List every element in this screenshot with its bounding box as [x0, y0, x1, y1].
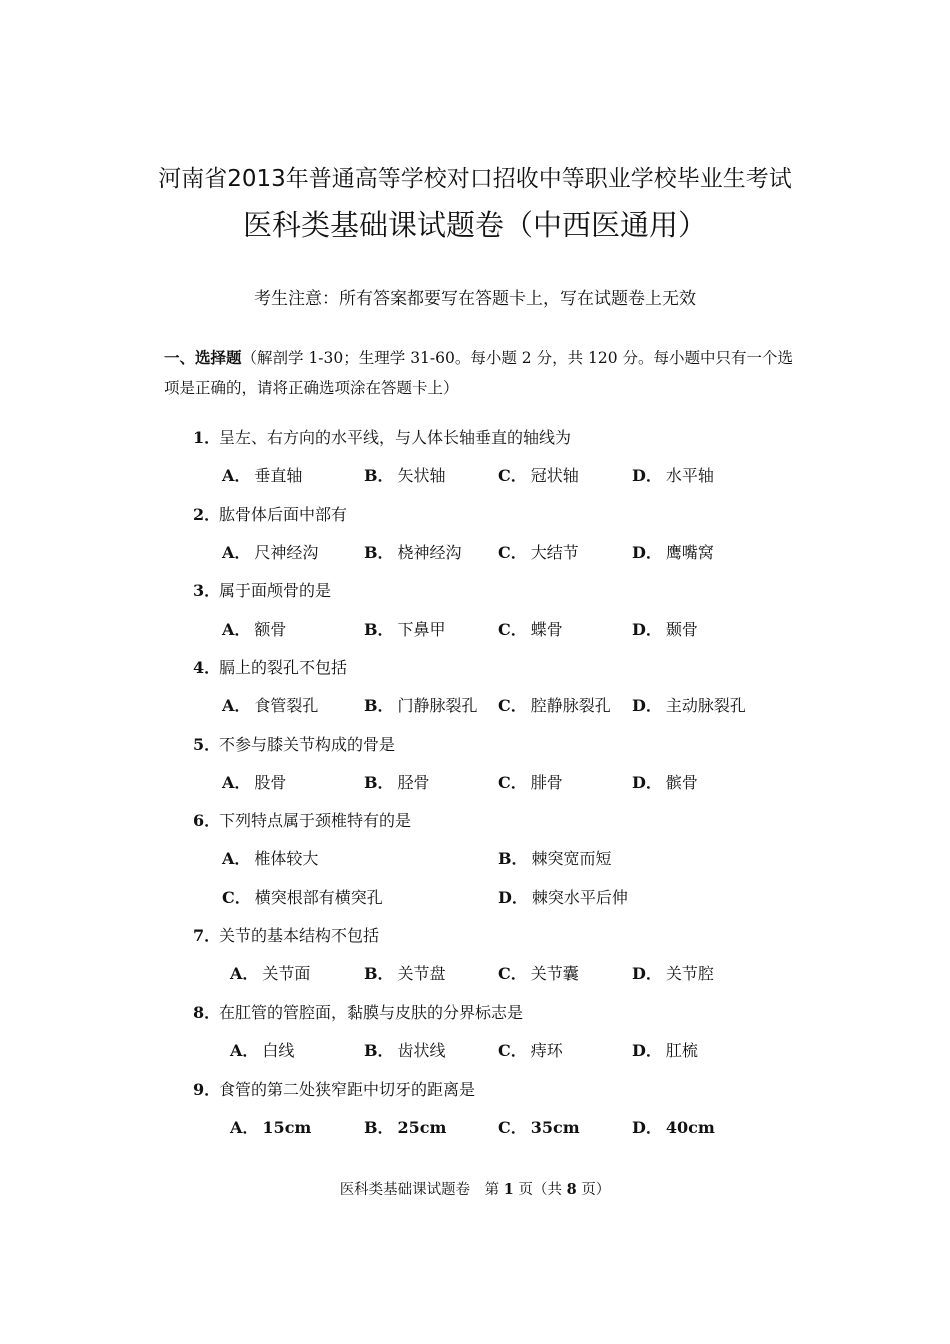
option-b: B． 门静脉裂孔 — [364, 696, 478, 715]
option-c: C． 腔静脉裂孔 — [498, 696, 611, 715]
option-d: D． 颞骨 — [632, 620, 698, 639]
option-a: A． 食管裂孔 — [222, 696, 319, 715]
option-d: D． 主动脉裂孔 — [632, 696, 746, 715]
question-stem: 8．在肛管的管腔面，黏膜与皮肤的分界标志是 — [193, 1003, 524, 1022]
option-b: B． 胫骨 — [364, 773, 430, 792]
exam-title: 河南省2013年普通高等学校对口招收中等职业学校毕业生考试 — [158, 166, 792, 192]
question-stem: 5．不参与膝关节构成的骨是 — [193, 735, 396, 754]
option-c: C． 蝶骨 — [498, 620, 563, 639]
option-d: D． 髌骨 — [632, 773, 698, 792]
option-a: A． 垂直轴 — [222, 466, 303, 485]
question-stem: 1．呈左、右方向的水平线，与人体长轴垂直的轴线为 — [193, 428, 572, 447]
option-c: C． 大结节 — [498, 543, 579, 562]
option-b: B． 25cm — [364, 1118, 447, 1137]
option-a: A． 15cm — [230, 1118, 312, 1137]
question-stem: 3．属于面颅骨的是 — [193, 581, 332, 600]
option-d: D． 关节腔 — [632, 964, 714, 983]
option-a: A． 股骨 — [222, 773, 287, 792]
option-a: A． 椎体较大 — [222, 849, 319, 868]
section-intro — [164, 343, 794, 403]
option-c: C． 腓骨 — [498, 773, 563, 792]
option-a: A． 额骨 — [222, 620, 287, 639]
option-a: A． 尺神经沟 — [222, 543, 319, 562]
option-a: A． 关节面 — [230, 964, 311, 983]
option-b: B． 棘突宽而短 — [498, 849, 612, 868]
option-c: C． 35cm — [498, 1118, 580, 1137]
option-d: D． 肛梳 — [632, 1041, 698, 1060]
option-d: D． 棘突水平后伸 — [498, 888, 628, 907]
question-stem: 9．食管的第二处狭窄距中切牙的距离是 — [193, 1080, 476, 1099]
option-c: C． 关节囊 — [498, 964, 579, 983]
page-footer: 医科类基础课试题卷 第 1 页（共 8 页） — [339, 1181, 611, 1198]
option-b: B． 关节盘 — [364, 964, 446, 983]
option-d: D． 40cm — [632, 1118, 715, 1137]
page-number: 1 — [503, 1181, 514, 1198]
option-c: C． 横突根部有横突孔 — [222, 888, 383, 907]
section-instructions: （解剖学 1-30；生理学 31-60。每小题 2 分，共 120 分。每小题中只有一个选项是正确的，请将正确选项涂在答题卡上） — [164, 349, 794, 397]
question-stem: 7．关节的基本结构不包括 — [193, 926, 380, 945]
option-b: B． 桡神经沟 — [364, 543, 462, 562]
question-stem: 2．肱骨体后面中部有 — [193, 505, 348, 524]
question-stem: 4．膈上的裂孔不包括 — [193, 658, 348, 677]
option-b: B． 齿状线 — [364, 1041, 446, 1060]
candidate-notice: 考生注意：所有答案都要写在答题卡上，写在试题卷上无效 — [254, 289, 696, 309]
option-c: C． 痔环 — [498, 1041, 563, 1060]
option-c: C． 冠状轴 — [498, 466, 579, 485]
option-d: D． 水平轴 — [632, 466, 714, 485]
option-b: B． 下鼻甲 — [364, 620, 446, 639]
option-d: D． 鹰嘴窝 — [632, 543, 714, 562]
section-heading: 一、选择题 — [164, 349, 242, 367]
page-total: 8 — [566, 1181, 577, 1198]
question-stem: 6．下列特点属于颈椎特有的是 — [193, 811, 412, 830]
option-b: B． 矢状轴 — [364, 466, 446, 485]
option-a: A． 白线 — [230, 1041, 295, 1060]
exam-subtitle: 医科类基础课试题卷（中西医通用） — [242, 208, 707, 242]
